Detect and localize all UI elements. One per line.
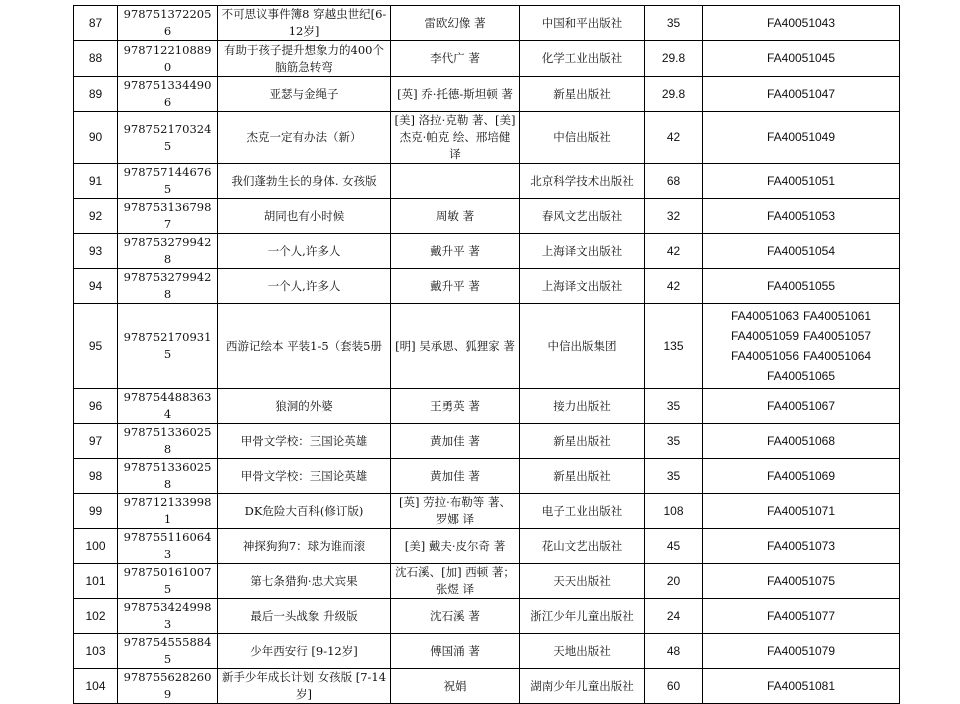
row-number: 90 — [74, 112, 118, 164]
author-cell: [美] 洛拉·克勒 著、[美] 杰克·帕克 绘、邢培健 译 — [391, 112, 520, 164]
publisher-cell: 中信出版社 — [520, 112, 645, 164]
author-cell: 戴升平 著 — [391, 234, 520, 269]
table-row — [74, 494, 900, 529]
row-number: 104 — [74, 669, 118, 704]
title-cell: 狼洞的外婆 — [218, 389, 391, 424]
row-number: 87 — [74, 6, 118, 41]
publisher-cell: 化学工业出版社 — [520, 41, 645, 77]
code-cell: FA40051073 — [703, 529, 900, 564]
row-number: 103 — [74, 634, 118, 669]
title-cell: 亚瑟与金绳子 — [218, 77, 391, 112]
table-row — [74, 234, 900, 269]
code-cell: FA40051047 — [703, 77, 900, 112]
publisher-cell: 天天出版社 — [520, 564, 645, 599]
title-cell: 一个人,许多人 — [218, 234, 391, 269]
isbn-cell: 9787513344906 — [118, 77, 218, 112]
code-value: FA40051065 — [766, 369, 836, 383]
table-row — [74, 199, 900, 234]
price-cell: 35 — [645, 459, 703, 494]
price-cell: 42 — [645, 234, 703, 269]
code-cell: FA40051055 — [703, 269, 900, 304]
code-cell: FA40051053 — [703, 199, 900, 234]
row-number: 89 — [74, 77, 118, 112]
isbn-cell: 9787513722056 — [118, 6, 218, 41]
isbn-cell: 9787556282609 — [118, 669, 218, 704]
price-cell: 108 — [645, 494, 703, 529]
publisher-cell: 新星出版社 — [520, 459, 645, 494]
publisher-cell: 春风文艺出版社 — [520, 199, 645, 234]
title-cell: 少年西安行 [9-12岁] — [218, 634, 391, 669]
code-value: FA40051059 — [730, 329, 799, 343]
isbn-cell: 9787521703245 — [118, 112, 218, 164]
publisher-cell: 新星出版社 — [520, 424, 645, 459]
title-cell: 第七条猎狗·忠犬宾果 — [218, 564, 391, 599]
title-cell: 有助于孩子提升想象力的400个脑筋急转弯 — [218, 41, 391, 77]
table-row — [74, 112, 900, 164]
title-cell: 新手少年成长计划 女孩版 [7-14岁] — [218, 669, 391, 704]
row-number: 100 — [74, 529, 118, 564]
author-cell: 黄加佳 著 — [391, 424, 520, 459]
row-number: 95 — [74, 304, 118, 389]
code-value: FA40051061 — [803, 309, 872, 323]
isbn-cell: 9787513360258 — [118, 424, 218, 459]
price-cell: 48 — [645, 634, 703, 669]
price-cell: 42 — [645, 269, 703, 304]
price-cell: 42 — [645, 112, 703, 164]
isbn-cell: 9787521709315 — [118, 304, 218, 389]
isbn-cell: 9787501610075 — [118, 564, 218, 599]
table-row — [74, 269, 900, 304]
author-cell: [英] 乔·托德-斯坦顿 著 — [391, 77, 520, 112]
price-cell: 35 — [645, 389, 703, 424]
code-cell: FA40051081 — [703, 669, 900, 704]
isbn-cell: 9787122108890 — [118, 41, 218, 77]
code-cell: FA40051068 — [703, 424, 900, 459]
row-number: 99 — [74, 494, 118, 529]
table-row — [74, 669, 900, 704]
publisher-cell: 中国和平出版社 — [520, 6, 645, 41]
author-cell: 祝娟 — [391, 669, 520, 704]
publisher-cell: 北京科学技术出版社 — [520, 164, 645, 199]
row-number: 93 — [74, 234, 118, 269]
isbn-cell: 9787551160643 — [118, 529, 218, 564]
author-cell: [美] 戴夫·皮尔奇 著 — [391, 529, 520, 564]
author-cell: [明] 吴承恩、狐狸家 著 — [391, 304, 520, 389]
code-cell: FA40051071 — [703, 494, 900, 529]
price-cell: 32 — [645, 199, 703, 234]
code-cell: FA40051075 — [703, 564, 900, 599]
isbn-cell: 9787544883634 — [118, 389, 218, 424]
code-value: FA40051063 — [730, 309, 799, 323]
table-row — [74, 164, 900, 199]
isbn-cell: 9787532799428 — [118, 234, 218, 269]
table-row — [74, 424, 900, 459]
title-cell: 不可思议事件簿8 穿越虫世纪[6-12岁] — [218, 6, 391, 41]
author-cell: 周敏 著 — [391, 199, 520, 234]
code-value: FA40051064 — [803, 349, 872, 363]
author-cell: 沈石溪、[加] 西顿 著；张煜 译 — [391, 564, 520, 599]
code-cell: FA40051049 — [703, 112, 900, 164]
publisher-cell: 花山文艺出版社 — [520, 529, 645, 564]
table-body — [74, 6, 900, 704]
author-cell: 沈石溪 著 — [391, 599, 520, 634]
isbn-cell: 9787513360258 — [118, 459, 218, 494]
price-cell: 20 — [645, 564, 703, 599]
table-row — [74, 304, 900, 389]
author-cell: 王勇英 著 — [391, 389, 520, 424]
publisher-cell: 中信出版集团 — [520, 304, 645, 389]
code-cell: FA40051069 — [703, 459, 900, 494]
author-cell: 傅国涌 著 — [391, 634, 520, 669]
table-row — [74, 6, 900, 41]
isbn-cell: 9787531367987 — [118, 199, 218, 234]
title-cell: DK危险大百科(修订版) — [218, 494, 391, 529]
title-cell: 神探狗狗7：球为谁而滚 — [218, 529, 391, 564]
row-number: 91 — [74, 164, 118, 199]
row-number: 96 — [74, 389, 118, 424]
price-cell: 29.8 — [645, 77, 703, 112]
code-cell: FA40051067 — [703, 389, 900, 424]
publisher-cell: 电子工业出版社 — [520, 494, 645, 529]
title-cell: 最后一头战象 升级版 — [218, 599, 391, 634]
row-number: 97 — [74, 424, 118, 459]
isbn-cell: 9787571446765 — [118, 164, 218, 199]
title-cell: 西游记绘本 平装1-5（套装5册 — [218, 304, 391, 389]
price-cell: 35 — [645, 6, 703, 41]
table-row — [74, 389, 900, 424]
isbn-cell: 9787121339981 — [118, 494, 218, 529]
title-cell: 杰克一定有办法（新） — [218, 112, 391, 164]
row-number: 98 — [74, 459, 118, 494]
price-cell: 24 — [645, 599, 703, 634]
publisher-cell: 浙江少年儿童出版社 — [520, 599, 645, 634]
table-row — [74, 459, 900, 494]
table-row — [74, 41, 900, 77]
title-cell: 我们蓬勃生长的身体. 女孩版 — [218, 164, 391, 199]
price-cell: 29.8 — [645, 41, 703, 77]
code-cell — [703, 304, 900, 389]
author-cell: 李代广 著 — [391, 41, 520, 77]
isbn-cell: 9787545558845 — [118, 634, 218, 669]
title-cell: 甲骨文学校：三国论英雄 — [218, 459, 391, 494]
publisher-cell: 天地出版社 — [520, 634, 645, 669]
price-cell: 45 — [645, 529, 703, 564]
publisher-cell: 新星出版社 — [520, 77, 645, 112]
isbn-cell: 9787532799428 — [118, 269, 218, 304]
book-list-table — [73, 5, 900, 704]
author-cell: [英] 劳拉·布勒等 著、罗娜 译 — [391, 494, 520, 529]
table-row — [74, 77, 900, 112]
row-number: 92 — [74, 199, 118, 234]
table-row — [74, 564, 900, 599]
code-cell: FA40051077 — [703, 599, 900, 634]
price-cell: 135 — [645, 304, 703, 389]
publisher-cell: 上海译文出版社 — [520, 234, 645, 269]
publisher-cell: 上海译文出版社 — [520, 269, 645, 304]
table-row — [74, 634, 900, 669]
row-number: 94 — [74, 269, 118, 304]
code-cell: FA40051051 — [703, 164, 900, 199]
table-row — [74, 599, 900, 634]
code-cell: FA40051043 — [703, 6, 900, 41]
author-cell: 雷欧幻像 著 — [391, 6, 520, 41]
row-number: 88 — [74, 41, 118, 77]
isbn-cell: 9787534249983 — [118, 599, 218, 634]
publisher-cell: 湖南少年儿童出版社 — [520, 669, 645, 704]
code-cell: FA40051079 — [703, 634, 900, 669]
price-cell: 68 — [645, 164, 703, 199]
author-cell — [391, 164, 520, 199]
code-value: FA40051056 — [730, 349, 799, 363]
title-cell: 甲骨文学校：三国论英雄 — [218, 424, 391, 459]
title-cell: 胡同也有小时候 — [218, 199, 391, 234]
author-cell: 戴升平 著 — [391, 269, 520, 304]
publisher-cell: 接力出版社 — [520, 389, 645, 424]
row-number: 101 — [74, 564, 118, 599]
price-cell: 35 — [645, 424, 703, 459]
author-cell: 黄加佳 著 — [391, 459, 520, 494]
table-row — [74, 529, 900, 564]
title-cell: 一个人,许多人 — [218, 269, 391, 304]
row-number: 102 — [74, 599, 118, 634]
code-value: FA40051057 — [803, 329, 872, 343]
price-cell: 60 — [645, 669, 703, 704]
code-cell: FA40051054 — [703, 234, 900, 269]
code-cell: FA40051045 — [703, 41, 900, 77]
